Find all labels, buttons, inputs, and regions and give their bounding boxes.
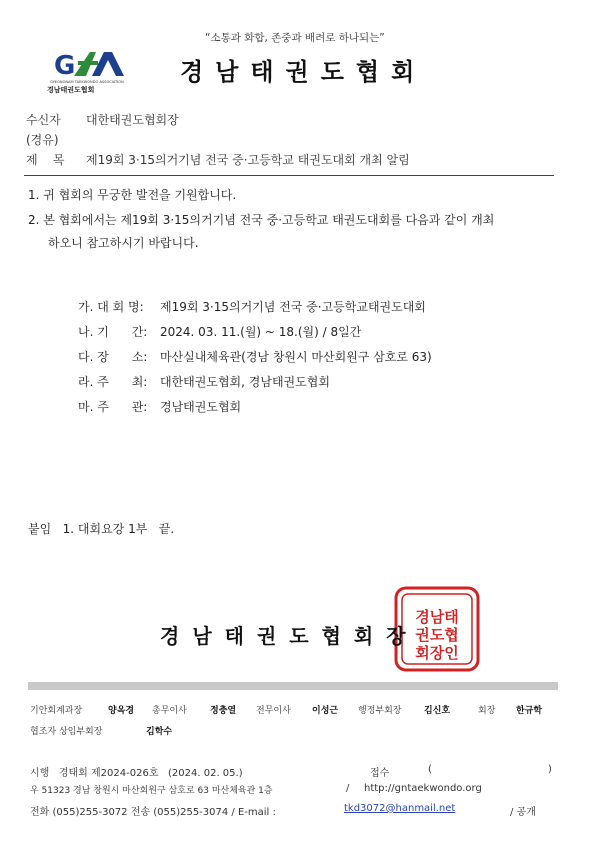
receipt-open-paren: ( <box>428 764 432 775</box>
approval-name-admin-vice <box>424 703 450 716</box>
email-link[interactable]: tkd3072@hanmail.net <box>344 803 456 814</box>
subject-label: 제 목 <box>26 153 65 167</box>
address-separator: / <box>346 783 350 794</box>
approval-role-drafter: 기안회계과장 <box>30 706 83 716</box>
detail-label-venue: 다. 장 소: <box>78 350 148 364</box>
logo-english-text: GYEONGNAM TAEKWONDO ASSOCIATION <box>50 80 124 84</box>
logo-bar <box>78 61 98 65</box>
approval-role-executive: 전무이사 <box>256 706 291 716</box>
subject-value: 제19회 3·15의거기념 전국 중·고등학교 태권도대회 개최 알림 <box>86 153 410 167</box>
attachment-line: 붙임 1. 대회요강 1부 끝. <box>28 522 175 536</box>
detail-label-event-name: 가. 대 회 명: <box>78 300 144 314</box>
detail-value-event-name: 제19회 3·15의거기념 전국 중·고등학교태권도대회 <box>160 300 426 314</box>
approval-role-general-affairs: 총무이사 <box>152 706 187 716</box>
approval-name-president-text: 한규학 <box>516 706 543 716</box>
paragraph-1: 1. 귀 협회의 무궁한 발전을 기원합니다. <box>28 188 237 202</box>
recipient-label: 수신자 <box>26 113 61 127</box>
detail-value-period: 2024. 03. 11.(월) ~ 18.(월) / 8일간 <box>160 325 362 339</box>
document-number: 시행 경태회 제2024-026호 (2024. 02. 05.) <box>30 768 243 779</box>
seal-glyphs-bottom: 회장인 <box>415 644 459 662</box>
approval-role-admin-vice: 행정부회장 <box>358 706 402 716</box>
seal-glyphs-top: 경남태 <box>415 608 459 626</box>
approval-name-executive <box>312 703 338 716</box>
header-divider <box>24 175 554 176</box>
website-link[interactable]: http://gntaekwondo.org <box>364 783 482 794</box>
public-status: / 공개 <box>510 807 536 818</box>
logo-korean-text: 경남태권도협회 <box>47 86 95 94</box>
approval-name-cooperator-text: 김학수 <box>146 727 173 737</box>
approval-name-president <box>516 703 542 716</box>
recipient-value: 대한태권도협회장 <box>86 113 179 127</box>
approval-role-cooperator: 협조자 상임부회장 <box>30 727 103 737</box>
approval-name-general-affairs <box>210 703 236 716</box>
detail-label-organizer: 마. 주 관: <box>78 400 148 414</box>
logo-letter-g: G <box>54 51 76 81</box>
slogan: “소통과 화합, 존중과 배려로 하나되는” <box>205 32 385 44</box>
detail-value-organizer: 경남태권도협회 <box>160 400 242 414</box>
receipt-label: 접수 <box>370 768 390 779</box>
approval-name-cooperator <box>146 724 172 737</box>
approval-role-president: 회장 <box>478 706 496 716</box>
approval-name-drafter-text: 양옥경 <box>108 706 135 716</box>
paragraph-2-line-1: 2. 본 협회에서는 제19회 3·15의거기념 전국 중·고등학교 태권도대회를 다음과 같이 개최 <box>28 213 495 227</box>
organization-title: 경남태권도협회 <box>180 58 427 86</box>
approval-name-drafter <box>108 703 134 716</box>
approval-name-general-affairs-text: 정충열 <box>210 706 237 716</box>
approval-name-executive-text: 이성근 <box>312 706 339 716</box>
detail-label-period: 나. 기 간: <box>78 325 148 339</box>
receipt-close-paren: ) <box>548 764 552 775</box>
seal-glyphs-mid: 권도협 <box>415 626 459 644</box>
address-text: 우 51323 경남 창원시 마산회원구 삼호로 63 마산체육관 1층 <box>30 786 273 796</box>
detail-value-host: 대한태권도협회, 경남태권도협회 <box>160 375 330 389</box>
association-logo-icon <box>50 46 128 86</box>
approval-name-admin-vice-text: 김신호 <box>424 706 451 716</box>
approval-divider-bar <box>28 682 558 690</box>
contact-text: 전화 (055)255-3072 전송 (055)255-3074 / E-mail : <box>30 807 276 818</box>
detail-label-host: 라. 주 최: <box>78 375 148 389</box>
paragraph-2-line-2: 하오니 참고하시기 바랍니다. <box>48 236 199 250</box>
via-label: (경유) <box>26 133 59 147</box>
signer-name: 경남태권도협회장 <box>160 624 419 648</box>
detail-value-venue: 마산실내체육관(경남 창원시 마산회원구 삼호로 63) <box>160 350 432 364</box>
